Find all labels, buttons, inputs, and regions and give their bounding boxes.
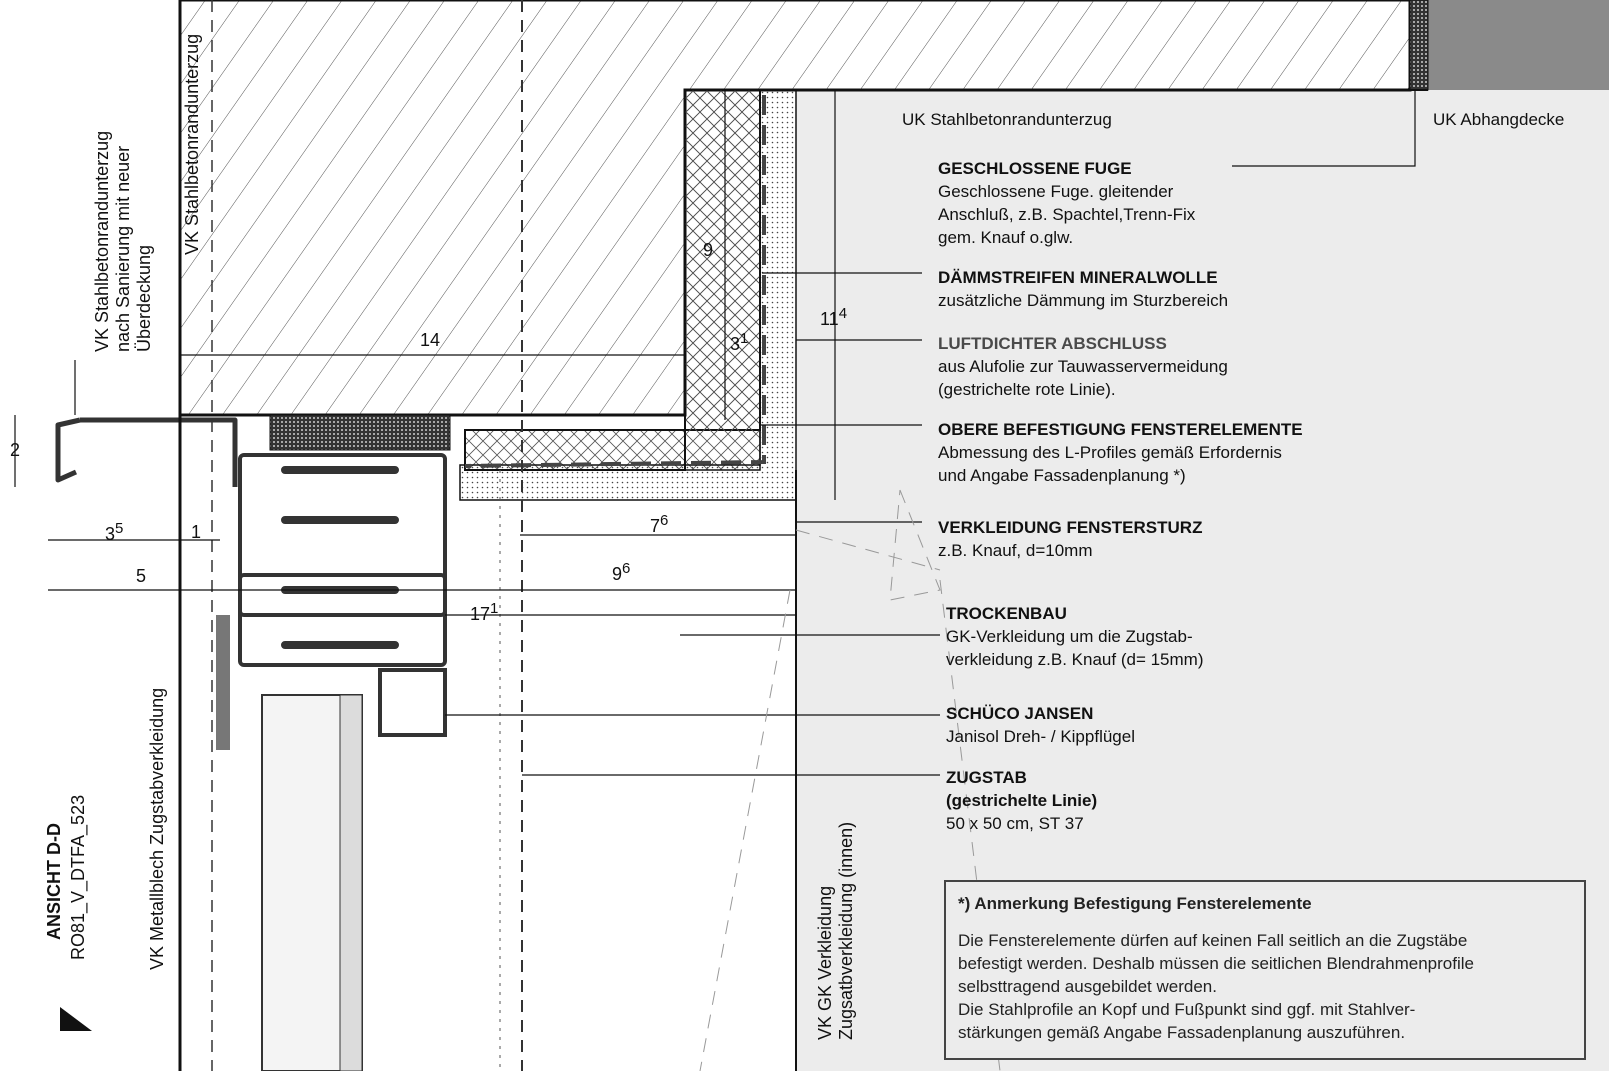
dim-5: 5 [136, 566, 147, 586]
callout-trockenbau: TROCKENBAU GK-Verkleidung um die Zugstab- verkleidung z.B. Knauf (d= 15mm) [946, 604, 1204, 669]
mineral-wool-strip-top [685, 90, 760, 470]
dim-1: 1 [191, 522, 202, 542]
callout-schueco-jansen: SCHÜCO JANSEN Janisol Dreh- / Kippflügel [946, 704, 1135, 746]
ansicht-code-label: RO81_V_DTFA_523 [68, 794, 88, 960]
vk-metallblech-label: VK Metallblech Zugstabverkleidung [147, 687, 167, 970]
gasket [216, 615, 230, 750]
note-box: *) Anmerkung Befestigung Fensterelemente Die Fensterelemente dürfen auf keinen Fall seitlich an die Zugstäbe befestigt werden. Deshalb müssen die seitlichen Blendrahmenprofile selbsttragend ausgebildet werden. Die Stahlprofile an Kopf und Fußpunkt sind ggf. mit Stahlver- stärkungen gemäß Angabe Fassadenplanung auszuführen. [944, 880, 1586, 1060]
vk-gk-label: VK GK Verkleidung Zugsatbverkleidung (innen) [815, 821, 856, 1040]
dim-171: $17^1$ [470, 600, 499, 624]
callout-verkleidung-fenstersturz: VERKLEIDUNG FENSTERSTURZ z.B. Knauf, d=10mm [938, 518, 1203, 560]
callout-geschlossene-fuge: GESCHLOSSENE FUGE Geschlossene Fuge. gleitender Anschluß, z.B. Spachtel,Trenn-Fix gem. Knauf o.glw. [938, 159, 1196, 247]
callout-daemmstreifen: DÄMMSTREIFEN MINERALWOLLE zusätzliche Dämmung im Sturzbereich [938, 268, 1229, 310]
suspended-ceiling [1428, 0, 1609, 90]
vk-randunterzug-label: VK Stahlbetonrandunterzug [182, 33, 202, 255]
ceiling-joint [1410, 0, 1428, 90]
dim-114: $11^4$ [820, 305, 848, 329]
dim-96: $9^6$ [612, 560, 631, 584]
callout-title: GESCHLOSSENE FUGE [938, 159, 1132, 178]
section-arrow-icon [58, 1005, 98, 1035]
callout-obere-befestigung: OBERE BEFESTIGUNG FENSTERELEMENTE Abmessung des L-Profiles gemäß Erfordernis und Angabe Fassadenplanung *) [938, 420, 1303, 485]
callout-zugstab: ZUGSTAB (gestrichelte Linie) 50 x 50 cm, ST 37 [946, 768, 1098, 833]
note-title: *) Anmerkung Befestigung Fensterelemente [958, 894, 1312, 913]
dim-2: 2 [10, 440, 21, 460]
joint-sealant [270, 415, 450, 450]
vk-sanierung-label: VK Stahlbetonrandunterzug nach Sanierung mit neuer Überdeckung [92, 130, 154, 352]
dim-14: 14 [420, 330, 441, 350]
uk-abhangdecke-label: UK Abhangdecke [1433, 110, 1565, 129]
callout-luftdichter-abschluss: LUFTDICHTER ABSCHLUSS aus Alufolie zur Tauwasservermeidung (gestrichelte rote Linie). [938, 334, 1228, 399]
dim-76: $7^6$ [650, 512, 669, 536]
ansicht-label: ANSICHT D-D [44, 823, 64, 940]
uk-randunterzug-label: UK Stahlbetonrandunterzug [902, 110, 1112, 129]
glazing-inner [340, 695, 362, 1071]
dim-31: $3^1$ [730, 330, 749, 354]
dim-35: $3^5$ [105, 520, 124, 544]
dim-9: 9 [703, 240, 714, 260]
